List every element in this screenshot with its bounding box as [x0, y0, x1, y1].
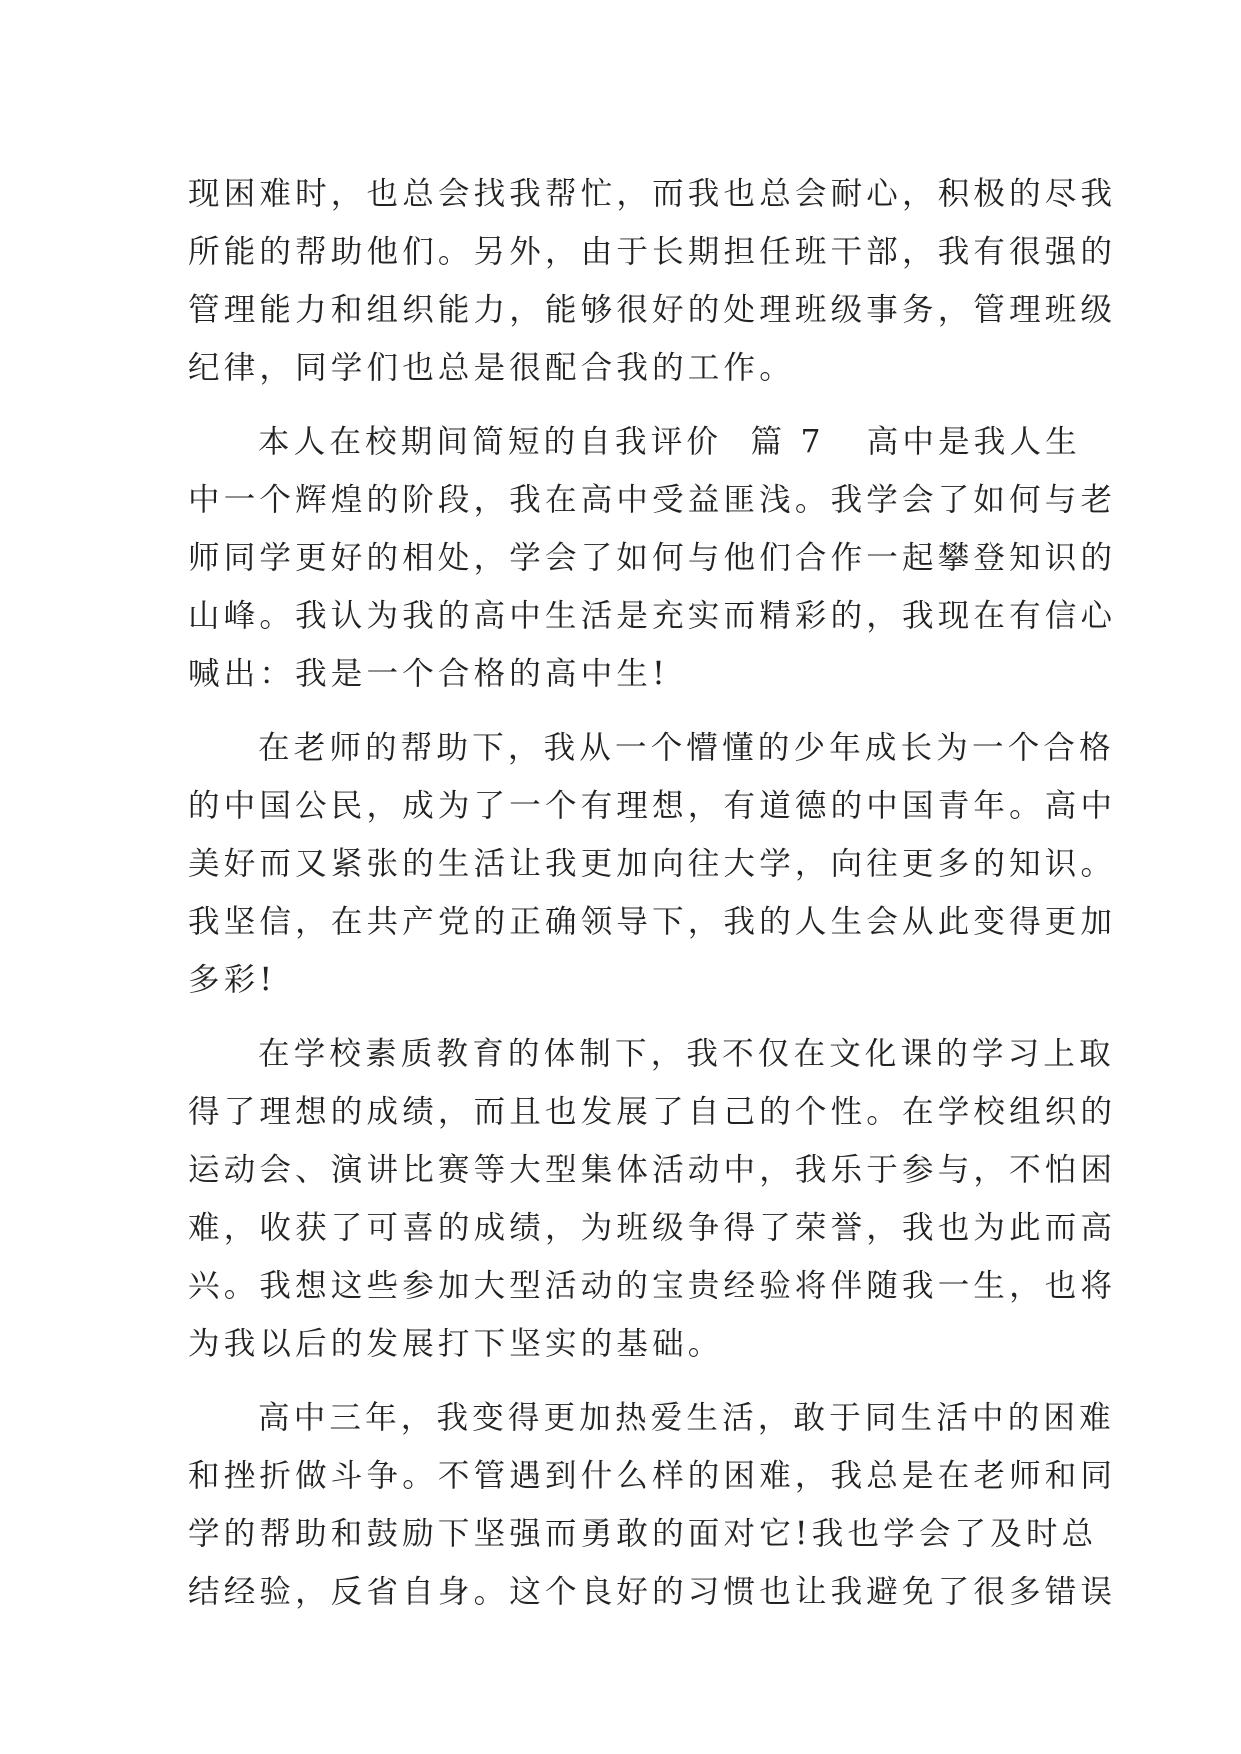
- text-line: 结经验，反省自身。这个良好的习惯也让我避免了很多错误: [188, 1574, 1117, 1610]
- text-line: 高中三年，我变得更加热爱生活，敢于同生活中的困难: [258, 1400, 1115, 1436]
- section-heading: 本人在校期间简短的自我评价 篇 7: [258, 424, 825, 460]
- text-line: 兴。我想这些参加大型活动的宝贵经验将伴随我一生，也将: [188, 1268, 1117, 1304]
- text-line: 的中国公民，成为了一个有理想，有道德的中国青年。高中: [188, 788, 1117, 824]
- text-line: 纪律，同学们也总是很配合我的工作。: [188, 350, 795, 386]
- text-line: 喊出：我是一个合格的高中生!: [188, 656, 669, 692]
- text-line: 管理能力和组织能力，能够很好的处理班级事务，管理班级: [188, 292, 1117, 328]
- text-line: 得了理想的成绩，而且也发展了自己的个性。在学校组织的: [188, 1094, 1117, 1130]
- text-line: 中一个辉煌的阶段，我在高中受益匪浅。我学会了如何与老: [188, 482, 1117, 518]
- text-line: 学的帮助和鼓励下坚强而勇敢的面对它!我也学会了及时总: [188, 1516, 1098, 1552]
- text-line: 在老师的帮助下，我从一个懵懂的少年成长为一个合格: [258, 730, 1115, 766]
- text-line: 山峰。我认为我的高中生活是充实而精彩的，我现在有信心: [188, 598, 1117, 634]
- paragraph-2: [188, 413, 1117, 703]
- text-line: 所能的帮助他们。另外，由于长期担任班干部，我有很强的: [188, 234, 1117, 270]
- paragraph-3: [188, 719, 1117, 1009]
- paragraph-4: [188, 1025, 1117, 1373]
- text-line: 难，收获了可喜的成绩，为班级争得了荣誉，我也为此而高: [188, 1210, 1117, 1246]
- text-line: 运动会、演讲比赛等大型集体活动中，我乐于参与，不怕困: [188, 1152, 1117, 1188]
- paragraph-5: [188, 1389, 1117, 1621]
- text-line: 现困难时，也总会找我帮忙，而我也总会耐心，积极的尽我: [188, 176, 1117, 212]
- document-body: [188, 165, 1117, 1621]
- section-heading-line: [188, 413, 1081, 471]
- text-line: 为我以后的发展打下坚实的基础。: [188, 1326, 724, 1362]
- section-heading-tail: 高中是我人生: [866, 424, 1081, 460]
- text-line: 美好而又紧张的生活让我更加向往大学，向往更多的知识。: [188, 846, 1117, 882]
- text-line: 师同学更好的相处，学会了如何与他们合作一起攀登知识的: [188, 540, 1117, 576]
- text-line: 在学校素质教育的体制下，我不仅在文化课的学习上取: [258, 1036, 1115, 1072]
- text-line: 我坚信，在共产党的正确领导下，我的人生会从此变得更加: [188, 904, 1117, 940]
- text-line: 多彩!: [188, 962, 277, 998]
- text-line: 和挫折做斗争。不管遇到什么样的困难，我总是在老师和同: [188, 1458, 1117, 1494]
- paragraph-1: [188, 165, 1117, 397]
